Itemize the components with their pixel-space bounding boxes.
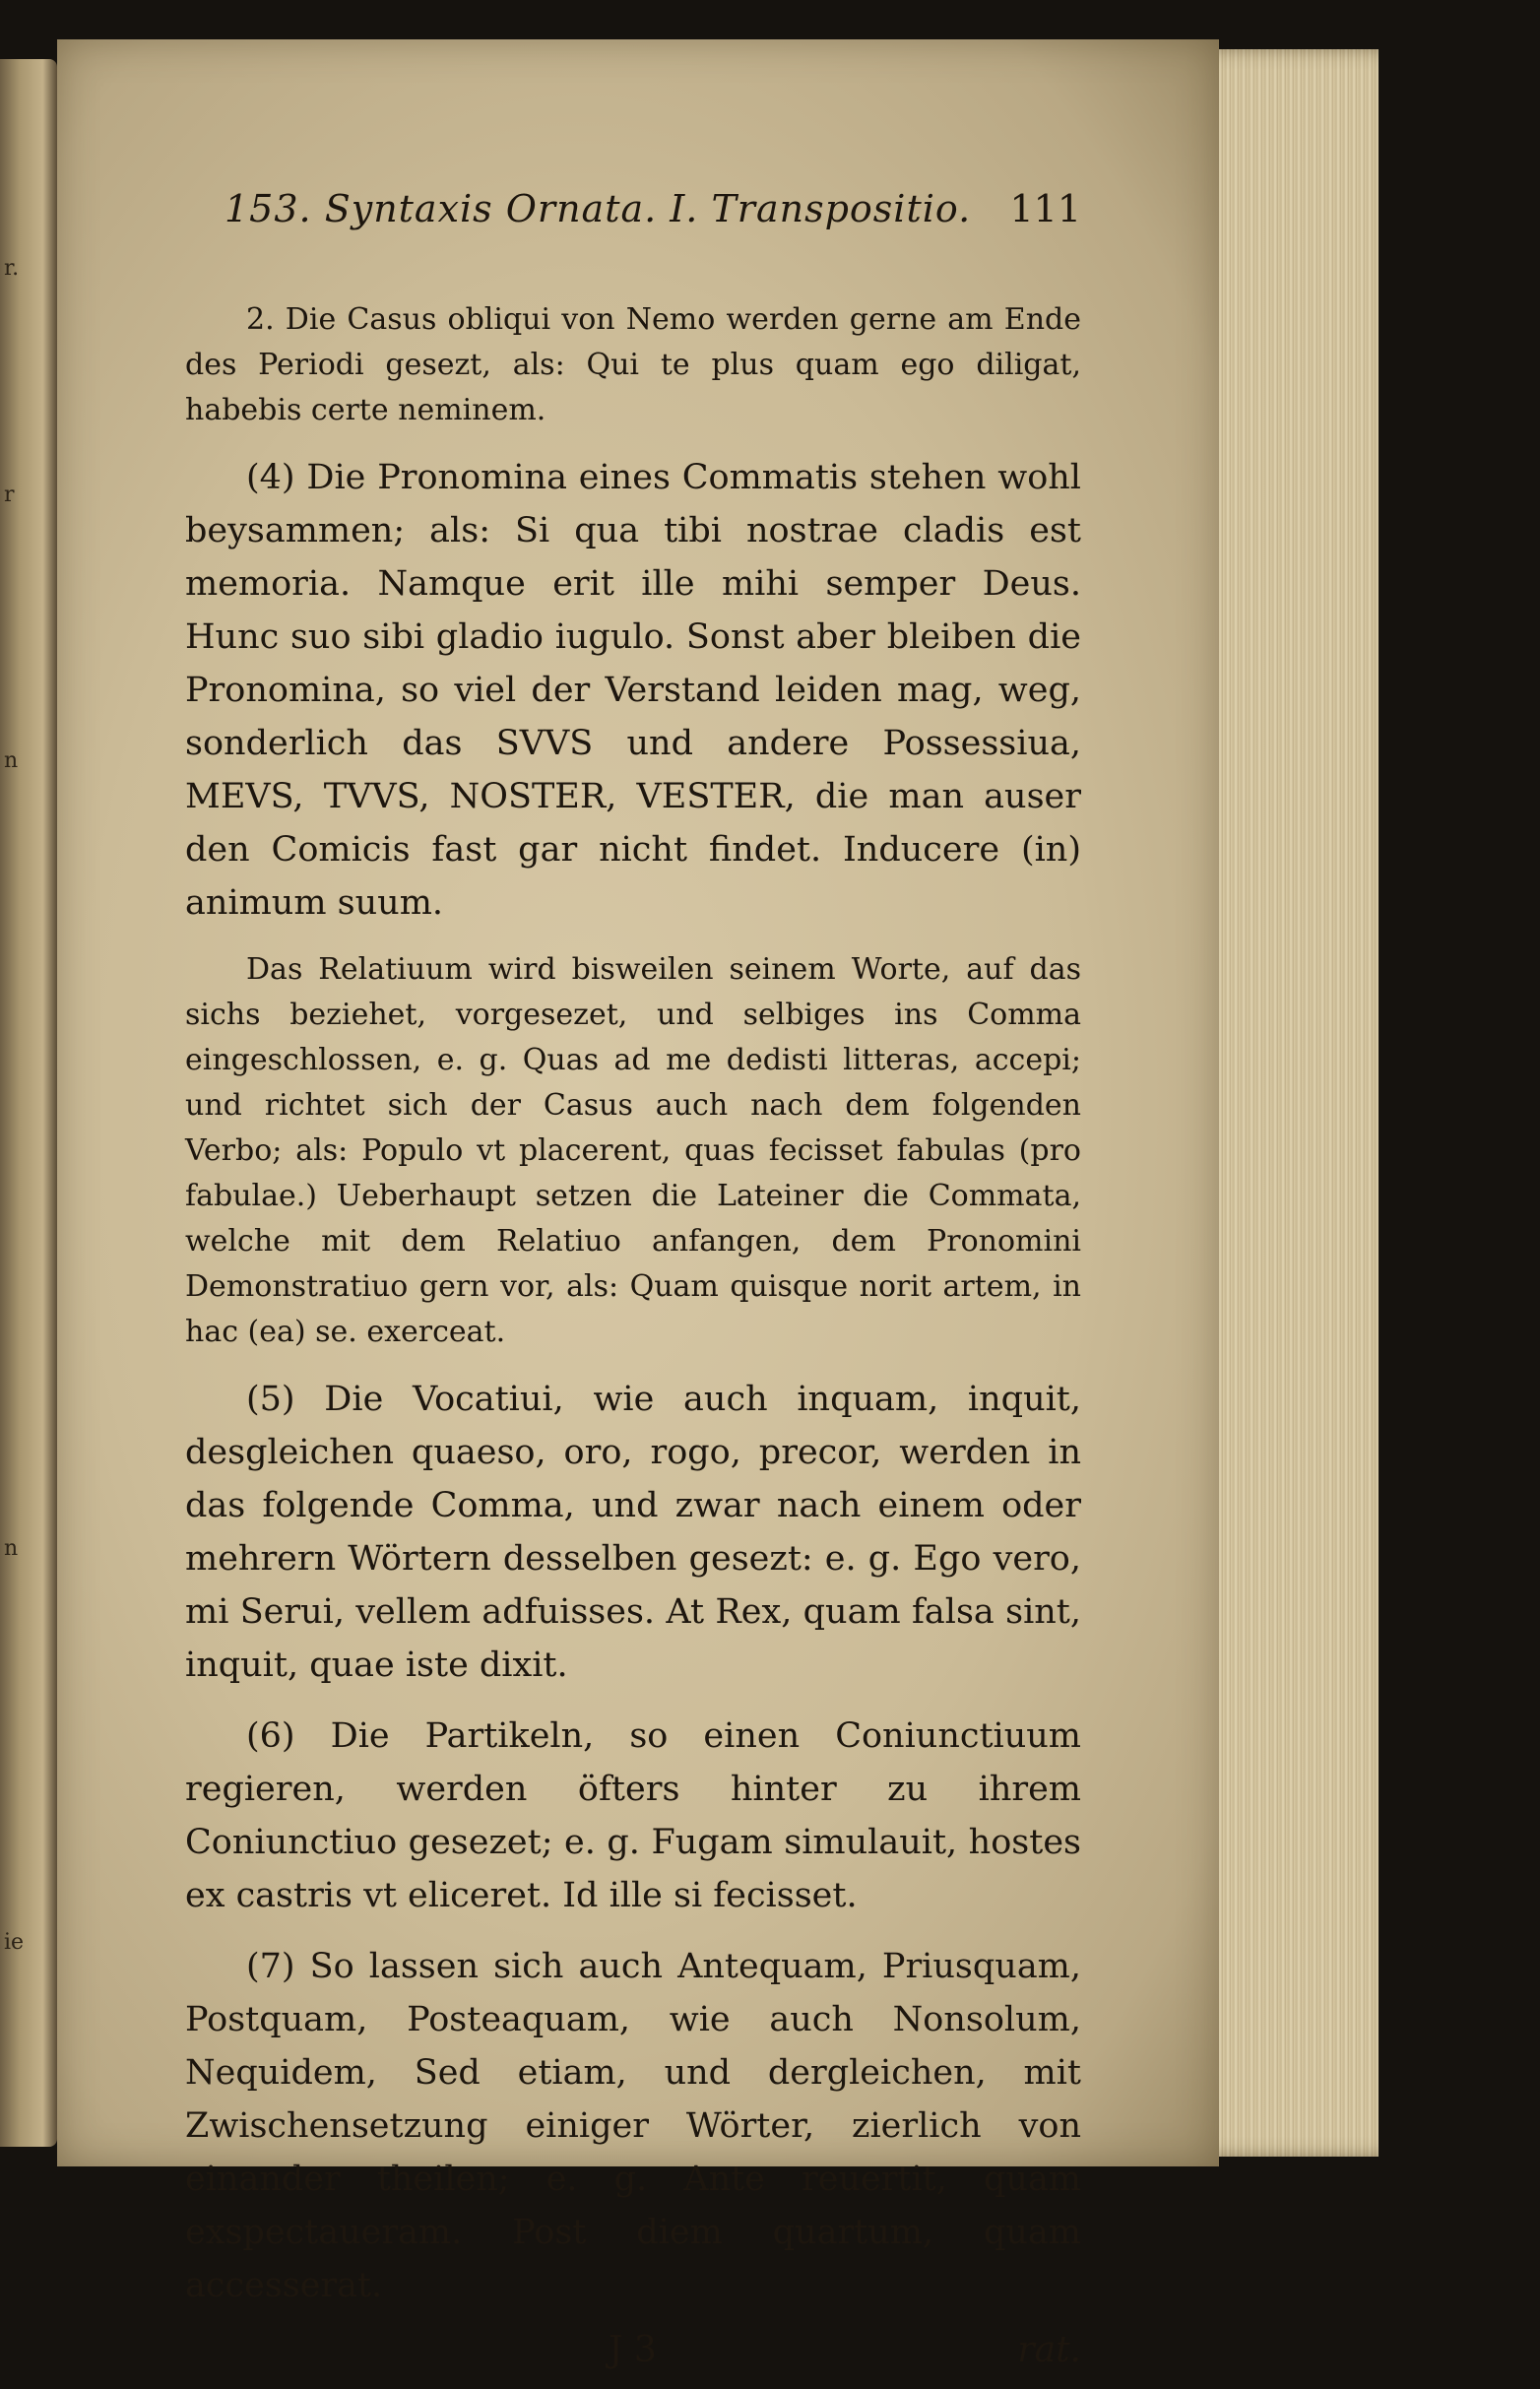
paragraph-antequam: (7) So lassen sich auch Antequam, Priusquam, Postquam, Posteaquam, wie auch Nonsolum, Nequidem, Sed etiam, und dergleichen, mit Zwischensetzung einiger Wörter, zierlich von einander theilen; e. g. Ante reuertit, quam exspectaueram. Post diem quartum, quam accesserat.	[185, 1947, 1081, 2305]
book-page	[57, 39, 1219, 2370]
running-header	[185, 187, 1081, 246]
catchword: rat.	[1017, 2330, 1081, 2370]
paragraph-partikeln: (6) Die Partikeln, so einen Coniunctiuum regieren, werden öfters hinter zu ihrem Coniunctiuo gesezet; e. g. Fugam simulauit, hostes ex castris vt eliceret. Id ille si fecisset.	[185, 1716, 1081, 1915]
paragraph-pronomina: (4) Die Pronomina eines Commatis stehen wohl beysammen; als: Si qua tibi nostrae cladis est memoria. Namque erit ille mihi semper Deus. Hunc suo sibi gladio iugulo. Sonst aber bleiben die Pronomina, so viel der Verstand leiden mag, weg, sonderlich das SVVS und andere Possessiua, MEVS, TVVS, NOSTER, VESTER, die man auser den Comicis fast gar nicht findet. Inducere (in) animum suum.	[185, 458, 1081, 923]
book-fore-edge	[1191, 49, 1379, 2157]
paragraph-vocatiui: (5) Die Vocatiui, wie auch inquam, inquit, desgleichen quaeso, oro, rogo, precor, werden in das folgende Comma, und zwar nach einem oder mehrern Wörtern desselben gesezt: e. g. Ego vero, mi Serui, vellem adfuisses. At Rex, quam falsa sint, inquit, quae iste dixit.	[185, 1380, 1081, 1685]
running-title: 153. Syntaxis Ornata. I. Transpositio.	[225, 187, 972, 230]
page-footer	[185, 2330, 1081, 2389]
signature-mark: J 3	[609, 2330, 657, 2370]
left-page-edge: r. r n n ie	[0, 59, 57, 2147]
page-text-block	[185, 187, 1081, 2389]
paragraph-relatiuum: Das Relatiuum wird bisweilen seinem Worte, auf das sichs beziehet, vorgesezet, und selbiges ins Comma eingeschlossen, e. g. Quas ad me dedisti litteras, accepi; und richtet sich der Casus auch nach dem folgenden Verbo; als: Populo vt placerent, quas fecisset fabulas (pro fabulae.) Ueberhaupt setzen die Lateiner die Commata, welche mit dem Relatiuo anfangen, dem Pronomini Demonstratiuo gern vor, als: Quam quisque norit artem, in hac (ea) se. exerceat.	[185, 952, 1081, 1349]
paragraph-nemo: 2. Die Casus obliqui von Nemo werden gerne am Ende des Periodi gesezt, als: Qui te plus quam ego diligat, habebis certe neminem.	[185, 302, 1081, 427]
page-number: 111	[1009, 187, 1081, 230]
